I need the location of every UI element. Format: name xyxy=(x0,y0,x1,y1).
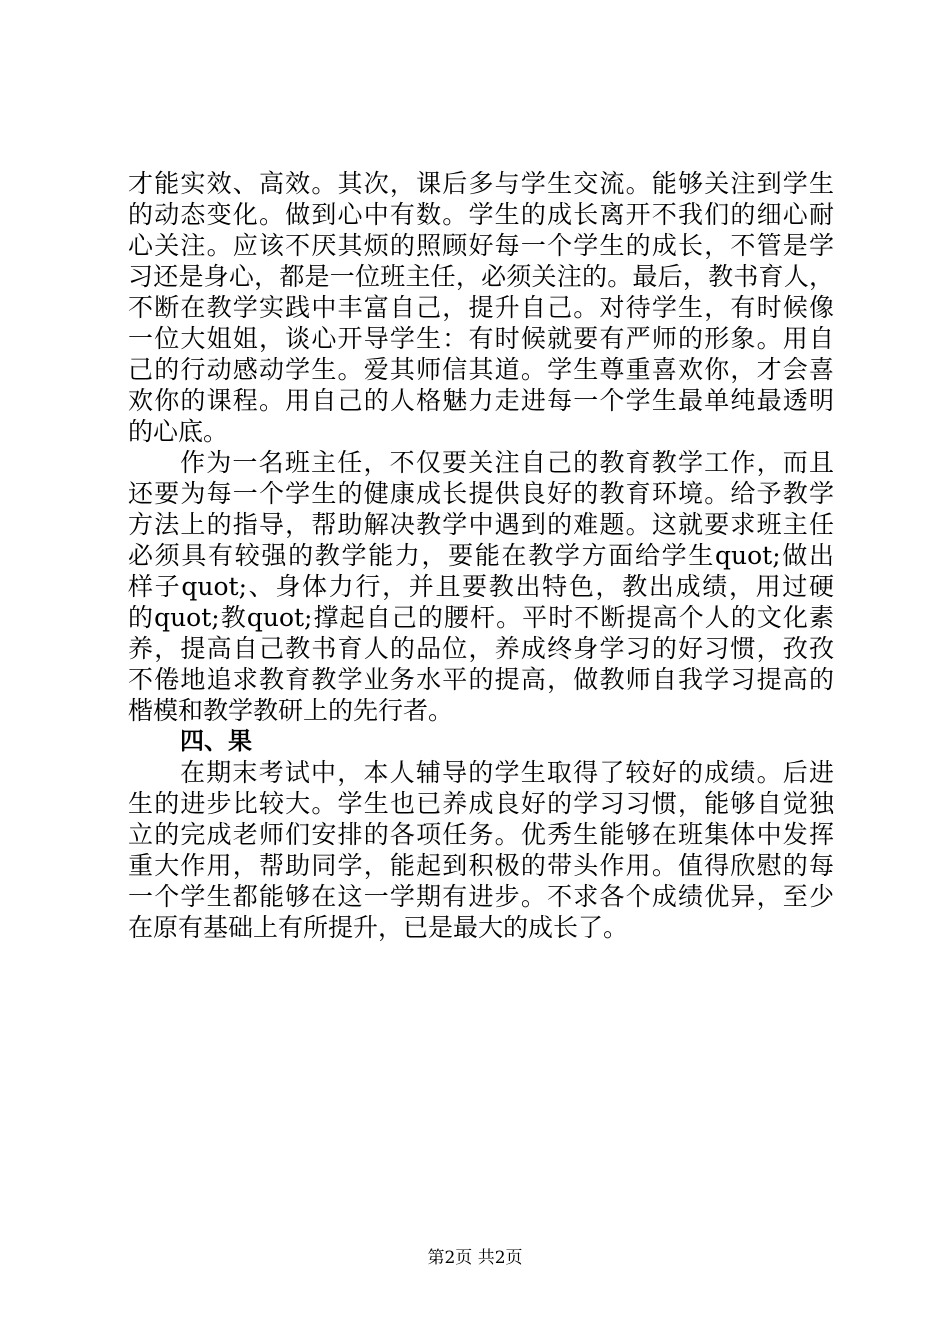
text-line: 生的进步比较大。学生也已养成良好的学习习惯，能够自觉独 xyxy=(128,789,834,818)
text-line: 欢你的课程。用自己的人格魅力走进每一个学生最单纯最透明 xyxy=(128,386,834,415)
text-line: 一位大姐姐，谈心开导学生：有时候就要有严师的形象。用自 xyxy=(128,324,834,353)
text-line: 己的行动感动学生。爱其师信其道。学生尊重喜欢你，才会喜 xyxy=(128,355,834,384)
text-line: 还要为每一个学生的健康成长提供良好的教育环境。给予教学 xyxy=(128,479,834,508)
text-line: 在原有基础上有所提升，已是最大的成长了。 xyxy=(128,913,629,942)
text-line: 的动态变化。做到心中有数。学生的成长离开不我们的细心耐 xyxy=(128,200,834,229)
text-line: 心关注。应该不厌其烦的照顾好每一个学生的成长，不管是学 xyxy=(128,231,834,260)
document-body xyxy=(128,168,834,943)
text-line: 不倦地追求教育教学业务水平的提高，做教师自我学习提高的 xyxy=(128,665,834,694)
text-line: 在期末考试中，本人辅导的学生取得了较好的成绩。后进 xyxy=(180,758,834,787)
text-line: 养，提高自己教书育人的品位，养成终身学习的好习惯，孜孜 xyxy=(128,634,834,663)
text-line: 不断在教学实践中丰富自己，提升自己。对待学生，有时候像 xyxy=(128,293,834,322)
text-line: 楷模和教学教研上的先行者。 xyxy=(128,696,454,725)
text-line: 一个学生都能够在这一学期有进步。不求各个成绩优异，至少 xyxy=(128,882,834,911)
text-line: 的心底。 xyxy=(128,417,229,446)
page-footer: 第2页 共2页 xyxy=(427,1248,523,1268)
text-line: 必须具有较强的教学能力，要能在教学方面给学生quot;做出 xyxy=(128,541,834,570)
text-line: 才能实效、高效。其次，课后多与学生交流。能够关注到学生 xyxy=(128,169,834,198)
text-line: 习还是身心，都是一位班主任，必须关注的。最后，教书育人， xyxy=(128,262,834,291)
text-line: 样子quot;、身体力行，并且要教出特色，教出成绩，用过硬 xyxy=(128,572,834,601)
section-heading: 四、果 xyxy=(180,727,252,755)
text-line: 作为一名班主任，不仅要关注自己的教育教学工作，而且 xyxy=(180,448,834,477)
text-line: 的quot;教quot;撑起自己的腰杆。平时不断提高个人的文化素 xyxy=(128,603,834,632)
text-line: 重大作用，帮助同学，能起到积极的带头作用。值得欣慰的每 xyxy=(128,851,834,880)
text-line: 立的完成老师们安排的各项任务。优秀生能够在班集体中发挥 xyxy=(128,820,834,849)
text-line: 方法上的指导，帮助解决教学中遇到的难题。这就要求班主任 xyxy=(128,510,834,539)
